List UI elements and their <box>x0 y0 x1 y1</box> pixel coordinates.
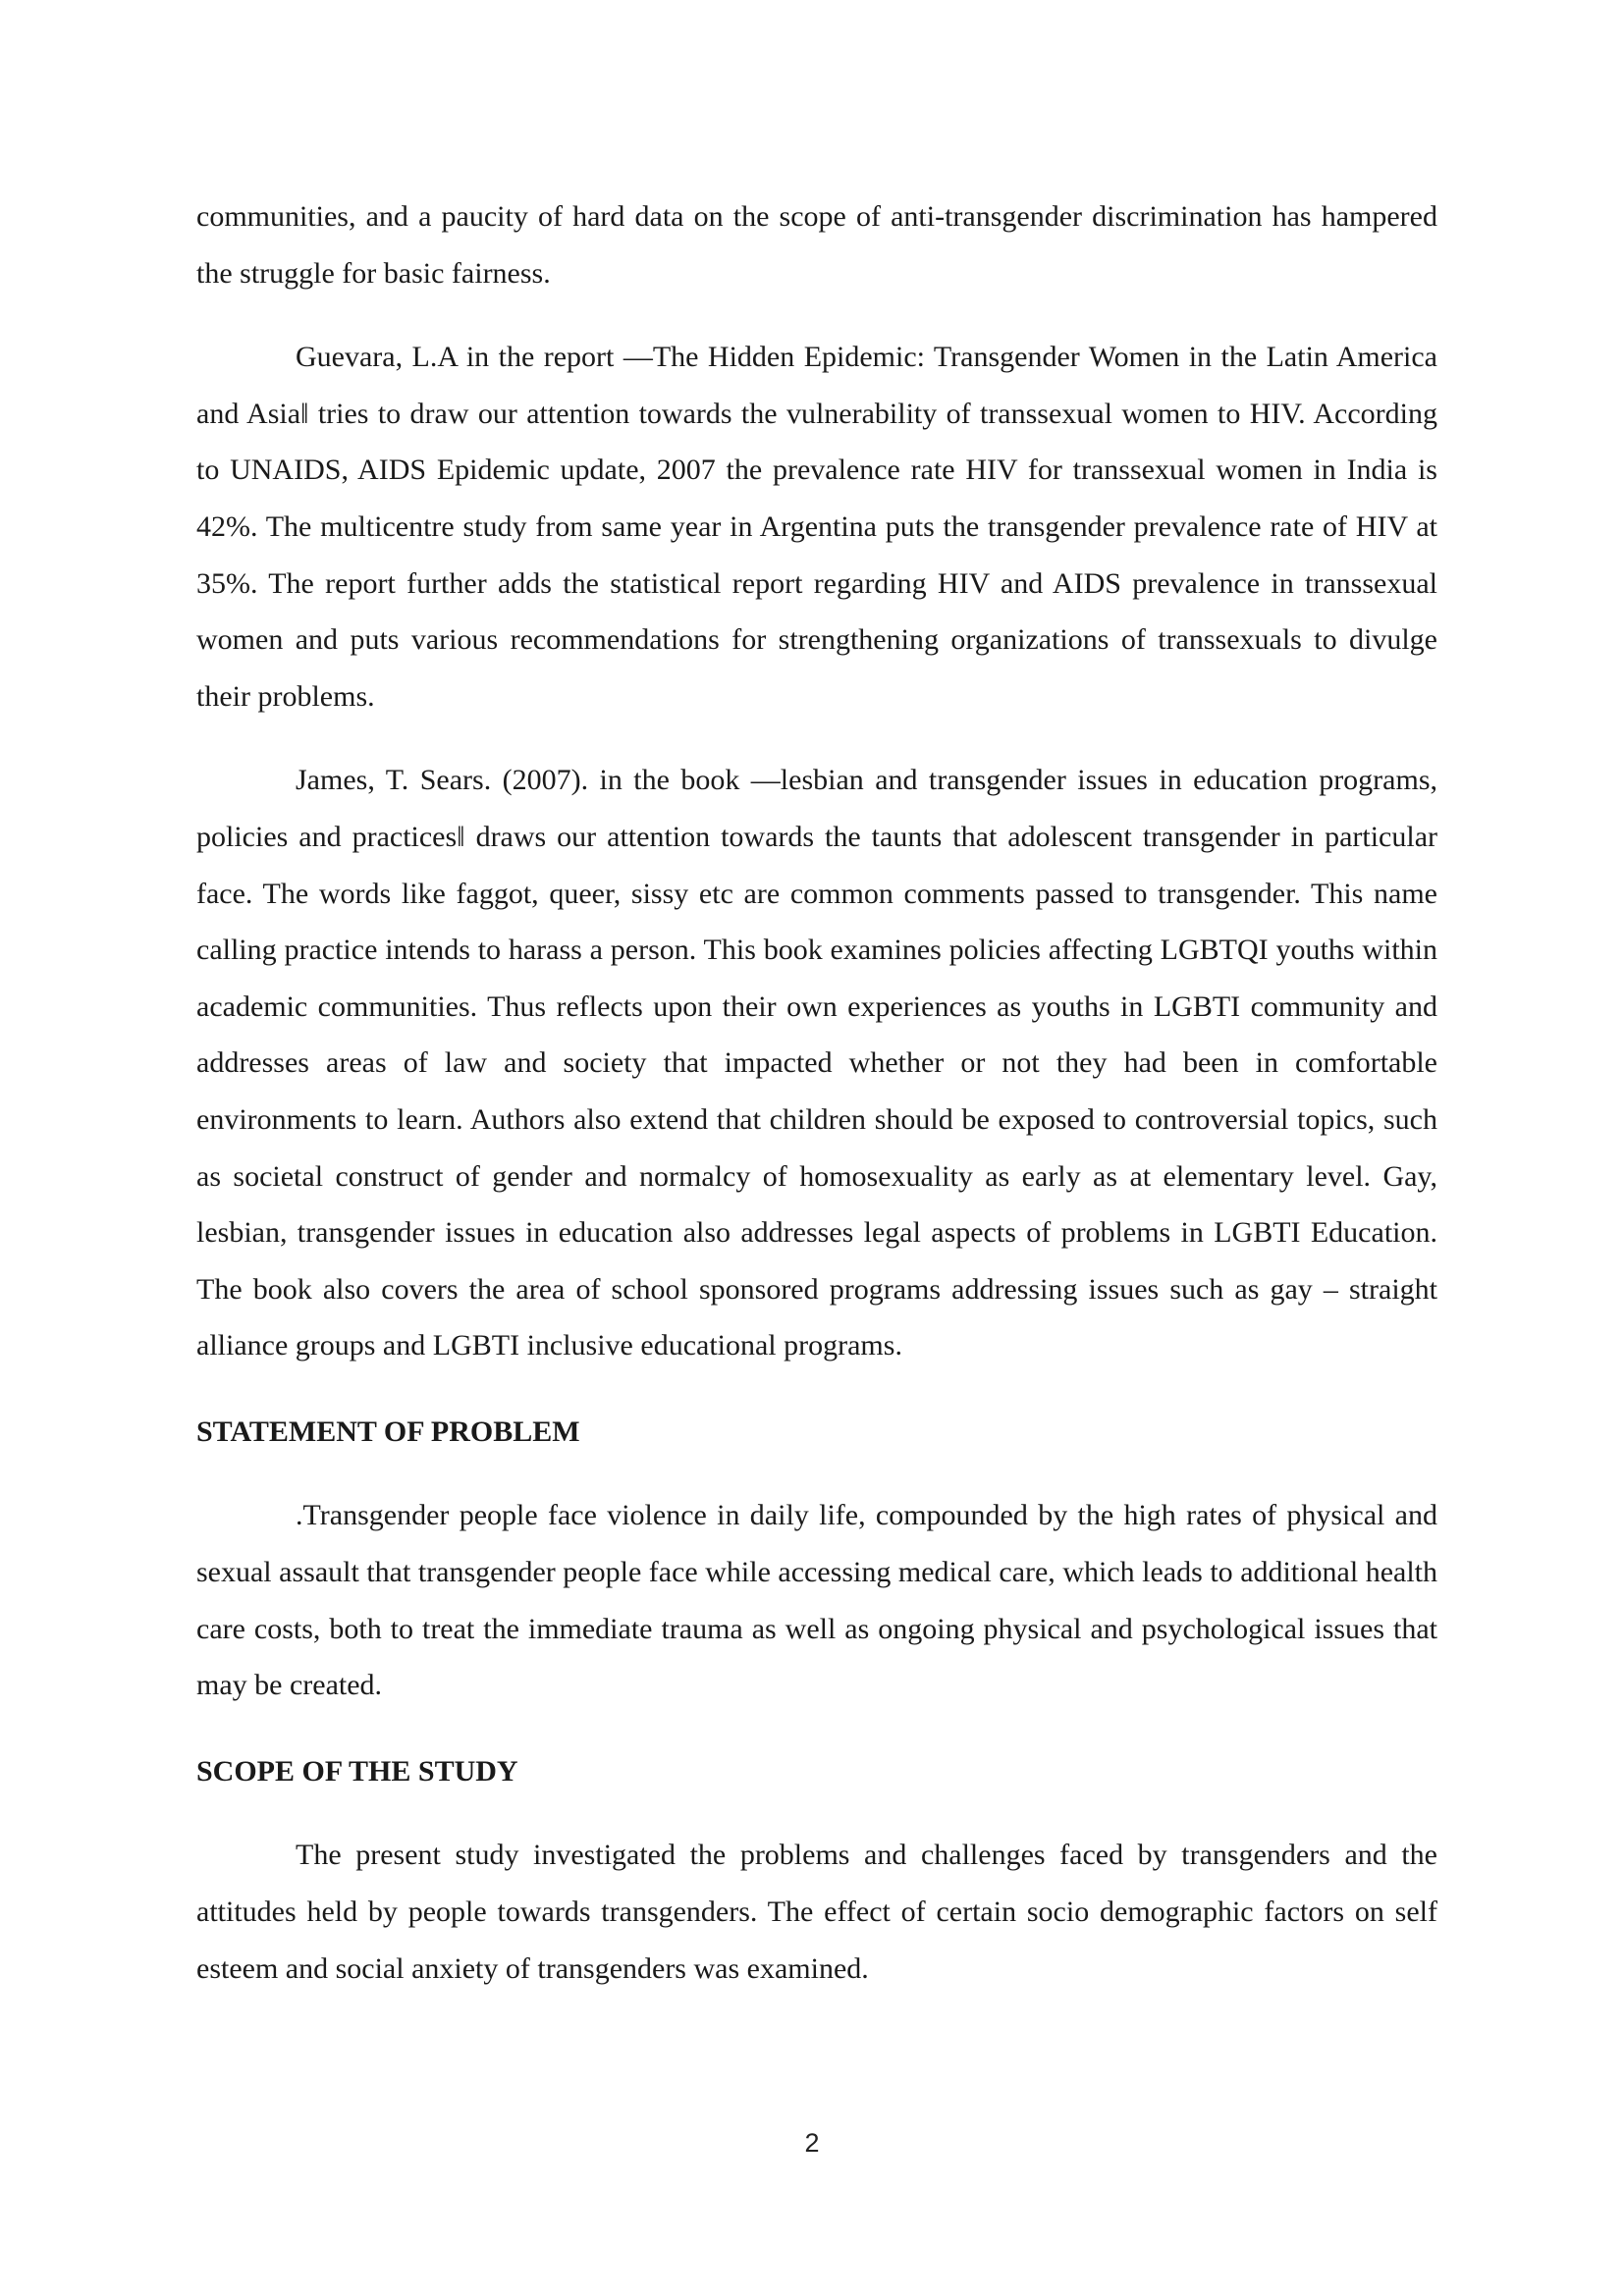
heading-statement-of-problem: STATEMENT OF PROBLEM <box>196 1415 580 1448</box>
page-number: 2 <box>804 2128 820 2158</box>
document-page <box>196 188 1437 1997</box>
paragraph-sears: James, T. Sears. (2007). in the book —lesbian and transgender issues in education programs, policies and practices‖ draws our attention towards the taunts that adolescent transgender in particular face. The words like faggot, queer, sissy etc are common comments passed to transgender. This name calling practice intends to harass a person. This book examines policies affecting LGBTQI youths within academic communities. Thus reflects upon their own experiences as youths in LGBTI community and addresses areas of law and society that impacted whether or not they had been in comfortable environments to learn. Authors also extend that children should be exposed to controversial topics, such as societal construct of gender and normalcy of homosexuality as early as at elementary level. Gay, lesbian, transgender issues in education also addresses legal aspects of problems in LGBTI Education. The book also covers the area of school sponsored programs addressing issues such as gay – straight alliance groups and LGBTI inclusive educational programs. <box>196 764 1437 1362</box>
paragraph-guevara: Guevara, L.A in the report —The Hidden Epidemic: Transgender Women in the Latin America and Asia‖ tries to draw our attention towards the vulnerability of transsexual women to HIV. According to UNAIDS, AIDS Epidemic update, 2007 the prevalence rate HIV for transsexual women in India is 42%. The multicentre study from same year in Argentina puts the transgender prevalence rate of HIV at 35%. The report further adds the statistical report regarding HIV and AIDS prevalence in transsexual women and puts various recommendations for strengthening organizations of transsexuals to divulge their problems. <box>196 341 1437 713</box>
heading-scope-of-study: SCOPE OF THE STUDY <box>196 1754 518 1788</box>
paragraph-scope-of-study: The present study investigated the problems and challenges faced by transgenders and the attitudes held by people towards transgenders. The effect of certain socio demographic factors on self esteem and social anxiety of transgenders was examined. <box>196 1839 1437 1985</box>
paragraph-continuation: communities, and a paucity of hard data on the scope of anti-transgender discrimination has hampered the struggle for basic fairness. <box>196 200 1437 290</box>
paragraph-statement-of-problem: .Transgender people face violence in daily life, compounded by the high rates of physical and sexual assault that transgender people face while accessing medical care, which leads to additional health care costs, both to treat the immediate trauma as well as ongoing physical and psychological issues that may be created. <box>196 1499 1437 1702</box>
